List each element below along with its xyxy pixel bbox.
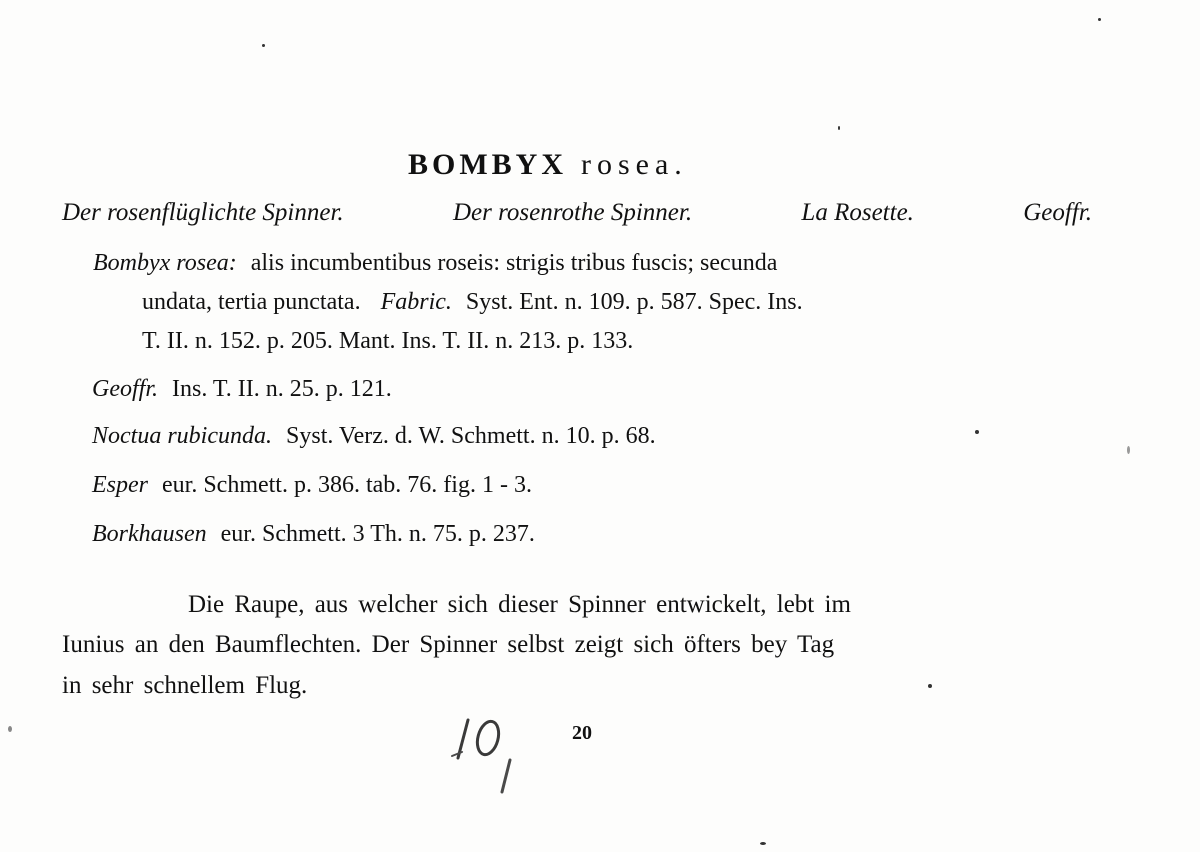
reference-text: T. II. n. 152. p. 205. Mant. Ins. T. II. n. 213. p. 133.	[142, 328, 634, 354]
title-genus: BOMBYX	[408, 148, 567, 181]
reference-text: eur. Schmett. p. 386. tab. 76. fig. 1 - 3.	[162, 472, 532, 498]
common-name: La Rosette.	[801, 199, 914, 226]
scan-speck	[1127, 446, 1130, 454]
page-number: 20	[572, 722, 592, 744]
reference-text: Syst. Ent. n. 109. p. 587. Spec. Ins.	[465, 289, 803, 315]
reference-text: Syst. Verz. d. W. Schmett. n. 10. p. 68.	[286, 423, 656, 449]
common-names-line	[62, 198, 1092, 228]
reference-text: alis incumbentibus roseis: strigis tribus fuscis; secunda	[250, 250, 778, 276]
scan-speck	[975, 430, 979, 434]
reference-line	[92, 470, 532, 500]
paragraph-line: Die Raupe, aus welcher sich dieser Spinner entwickelt, lebt im	[188, 591, 851, 618]
scan-speck	[928, 684, 932, 688]
common-name: Der rosenflüglichte Spinner.	[62, 199, 344, 226]
reference-author: Bombyx rosea:	[93, 250, 243, 276]
scan-speck	[262, 44, 265, 47]
handwritten-annotation-icon	[440, 712, 530, 802]
reference-author: Geoffr.	[92, 376, 164, 402]
title-species: rosea.	[581, 148, 688, 181]
reference-line	[92, 421, 656, 451]
scan-speck	[760, 842, 766, 845]
reference-line	[92, 519, 535, 549]
scan-speck	[838, 126, 840, 130]
scan-speck	[8, 726, 12, 732]
common-name: Der rosenrothe Spinner.	[453, 199, 693, 226]
reference-author: Borkhausen	[92, 521, 213, 547]
common-name: Geoffr.	[1023, 199, 1092, 226]
reference-author: Esper	[92, 472, 154, 498]
reference-author: Fabric.	[380, 289, 458, 315]
reference-line	[93, 248, 777, 278]
paragraph-line: in sehr schnellem Flug.	[62, 672, 308, 699]
reference-text: undata, tertia punctata.	[142, 289, 361, 315]
page-title	[408, 148, 688, 182]
reference-line	[142, 287, 803, 317]
reference-text: eur. Schmett. 3 Th. n. 75. p. 237.	[220, 521, 535, 547]
reference-author: Noctua rubicunda.	[92, 423, 278, 449]
reference-line	[92, 374, 392, 404]
paragraph-line: Iunius an den Baumflechten. Der Spinner selbst zeigt sich öfters bey Tag	[62, 631, 835, 658]
reference-text: Ins. T. II. n. 25. p. 121.	[172, 376, 392, 402]
reference-line	[142, 326, 633, 356]
scan-speck	[1098, 18, 1101, 21]
